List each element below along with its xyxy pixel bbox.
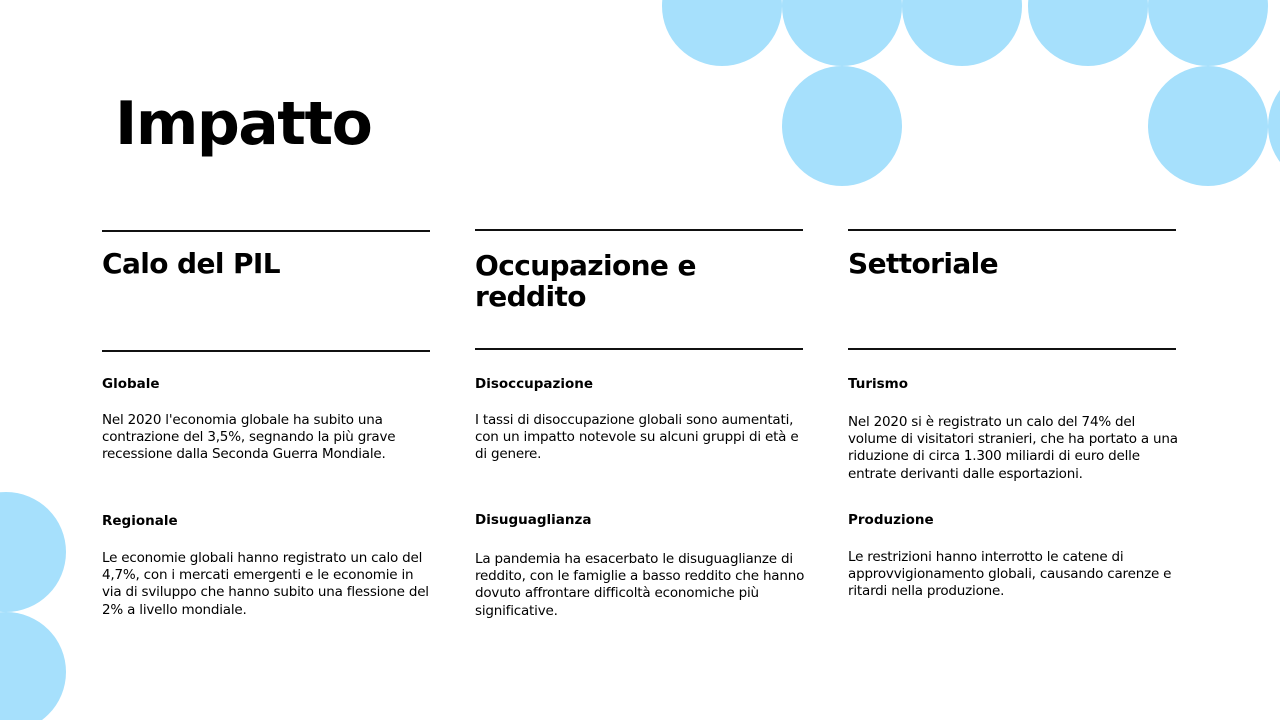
section-text: I tassi di disoccupazione globali sono aumentati, con un impatto notevole su alcuni gruppi di età e di genere.	[475, 412, 799, 463]
section-label: Produzione	[848, 512, 934, 528]
section-label: Disuguaglianza	[475, 512, 592, 528]
divider	[102, 230, 430, 232]
divider	[848, 348, 1176, 350]
section-text: La pandemia ha esacerbato le disuguaglianze di reddito, con le famiglie a basso reddito che hanno dovuto affrontare difficoltà economiche più significative.	[475, 551, 805, 619]
divider	[102, 350, 430, 352]
decor-circle	[0, 612, 66, 720]
section-text: Le restrizioni hanno interrotto le catene di approvvigionamento globali, causando carenze e ritardi nella produzione.	[848, 549, 1172, 600]
section-label: Turismo	[848, 376, 908, 392]
section-label: Regionale	[102, 513, 178, 529]
section-label: Globale	[102, 376, 160, 392]
divider	[475, 348, 803, 350]
column-heading: Occupazione e reddito	[475, 249, 696, 313]
decor-circle	[0, 492, 66, 612]
column-heading: Settoriale	[848, 247, 999, 280]
column-sectoral	[848, 0, 1176, 720]
column-employment	[475, 0, 803, 720]
decor-circle	[1268, 66, 1280, 186]
column-heading: Calo del PIL	[102, 247, 280, 280]
section-text: Nel 2020 si è registrato un calo del 74% del volume di visitatori stranieri, che ha portato a una riduzione di circa 1.300 miliardi di euro delle entrate derivanti dalle esportazioni.	[848, 414, 1178, 482]
column-gdp	[102, 0, 430, 720]
section-label: Disoccupazione	[475, 376, 594, 392]
divider	[475, 229, 803, 231]
slide-title: Impatto	[115, 89, 372, 159]
section-text: Le economie globali hanno registrato un calo del 4,7%, con i mercati emergenti e le economie in via di sviluppo che hanno subito una flessione del 2% a livello mondiale.	[102, 550, 429, 618]
section-text: Nel 2020 l'economia globale ha subito una contrazione del 3,5%, segnando la più grave recessione dalla Seconda Guerra Mondiale.	[102, 412, 396, 463]
divider	[848, 229, 1176, 231]
